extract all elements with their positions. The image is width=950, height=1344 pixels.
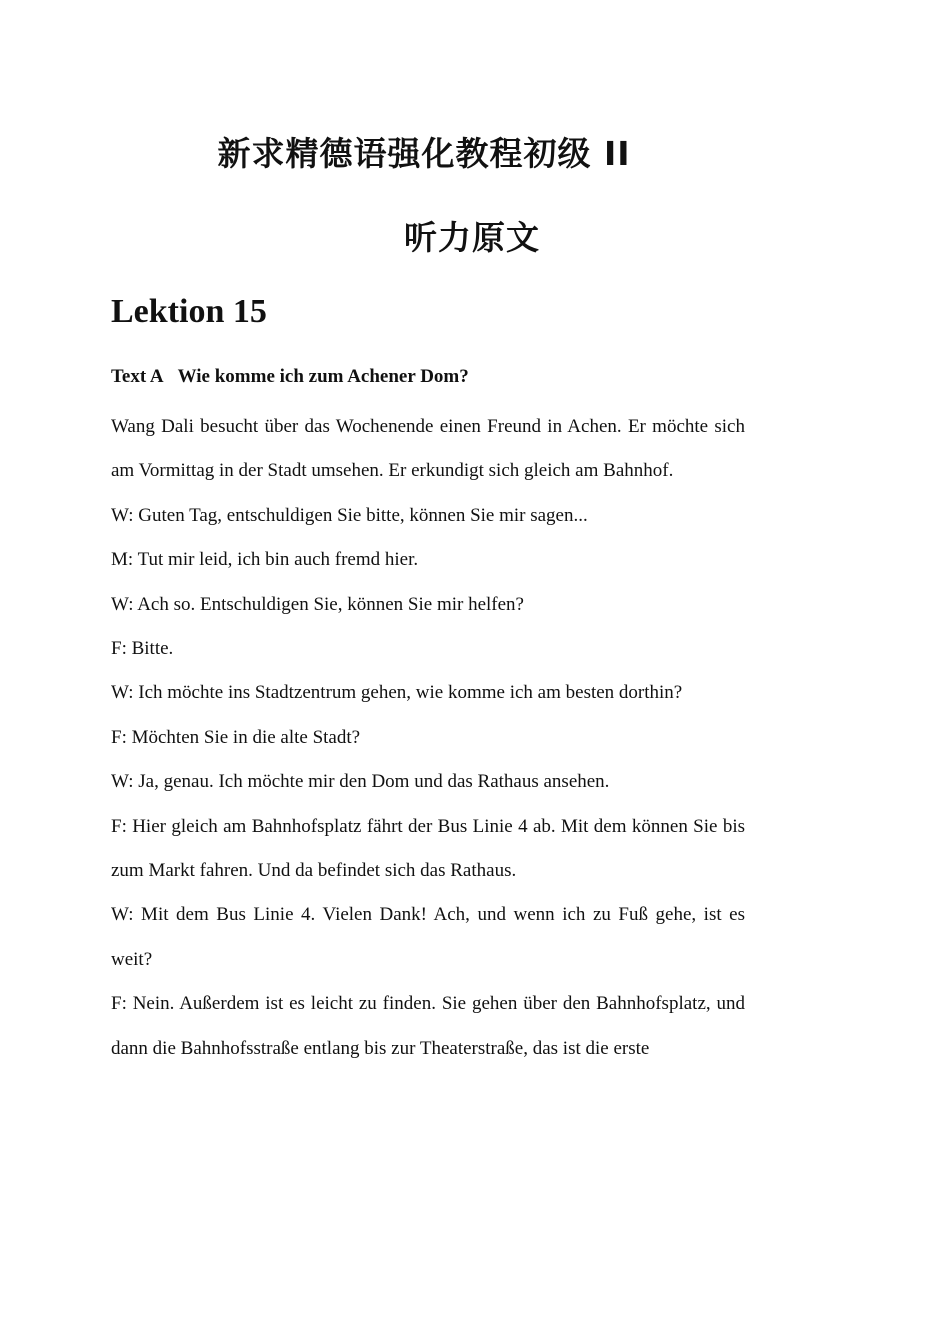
- text-heading: [111, 364, 469, 390]
- dialogue-line: W: Ja, genau. Ich möchte mir den Dom und das Rathaus ansehen.: [111, 771, 610, 793]
- dialogue-line: W: Mit dem Bus Linie 4. Vielen Dank! Ach, und wenn ich zu Fuß gehe, ist es weit?: [111, 904, 745, 970]
- paragraph-intro: Wang Dali besucht über das Wochenende einen Freund in Achen. Er möchte sich am Vormittag in der Stadt umsehen. Er erkundigt sich gleich am Bahnhof.: [111, 416, 745, 482]
- dialogue-line: M: Tut mir leid, ich bin auch fremd hier.: [111, 549, 419, 571]
- text-title: Wie komme ich zum Achener Dom?: [177, 366, 469, 387]
- dialogue-line: F: Bitte.: [111, 638, 174, 660]
- dialogue-line: F: Nein. Außerdem ist es leicht zu finden. Sie gehen über den Bahnhofsplatz, und dann die Bahnhofsstraße entlang bis zur Theaterstraße, das ist die erste: [111, 993, 745, 1059]
- dialogue-line: W: Ich möchte ins Stadtzentrum gehen, wie komme ich am besten dorthin?: [111, 682, 683, 704]
- dialogue-line: W: Guten Tag, entschuldigen Sie bitte, können Sie mir sagen...: [111, 504, 588, 526]
- transcript-body: [111, 405, 745, 1071]
- dialogue-line: F: Möchten Sie in die alte Stadt?: [111, 726, 361, 748]
- dialogue-line: F: Hier gleich am Bahnhofsplatz fährt der Bus Linie 4 ab. Mit dem können Sie bis zum Markt fahren. Und da befindet sich das Rathaus.: [111, 815, 745, 882]
- lesson-heading: Lektion 15: [111, 293, 267, 330]
- document-title: 新求精德语强化教程初级 II: [217, 134, 631, 173]
- document-subtitle: 听力原文: [404, 218, 540, 257]
- dialogue-line: W: Ach so. Entschuldigen Sie, können Sie mir helfen?: [111, 593, 524, 615]
- text-label: Text A: [111, 366, 164, 387]
